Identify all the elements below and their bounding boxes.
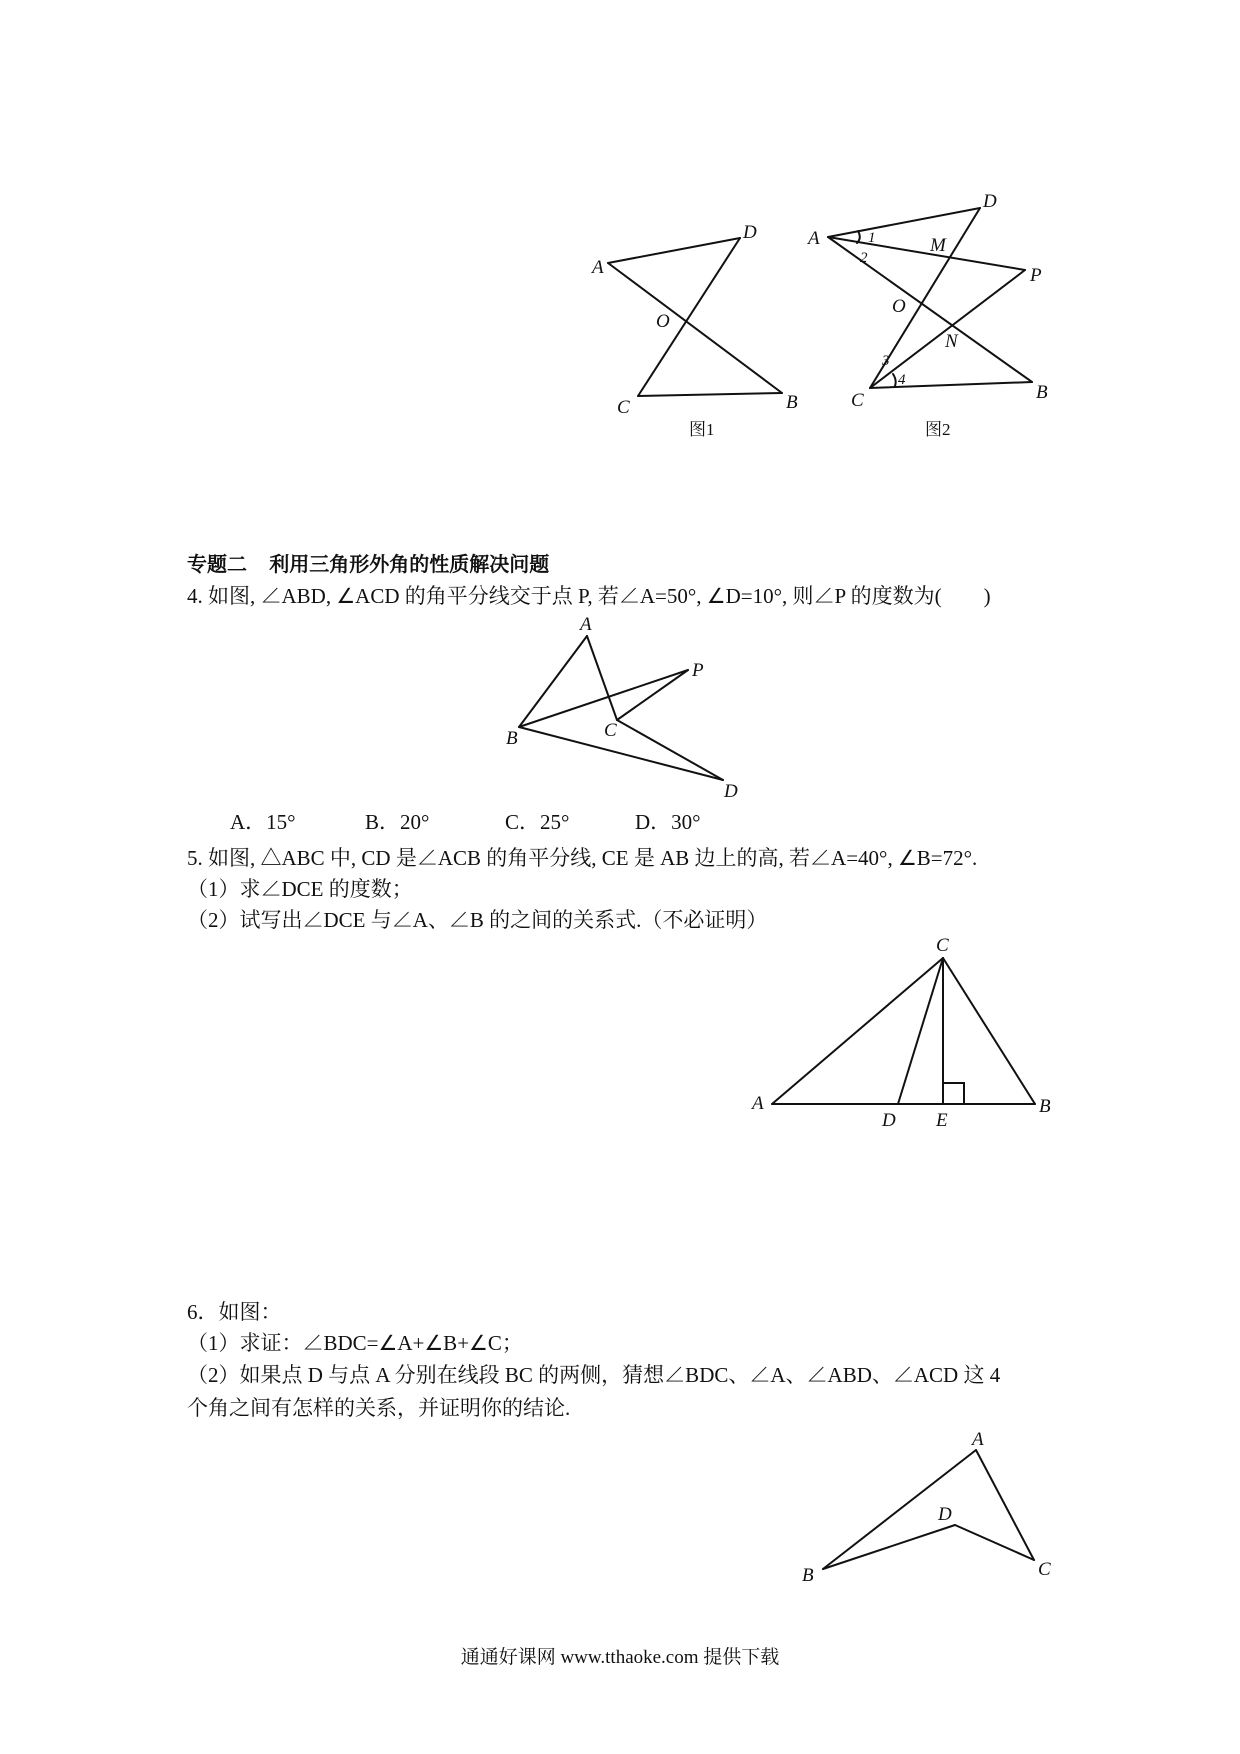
angle-1-label: 1 xyxy=(868,230,876,246)
point-O-label: O xyxy=(892,296,906,317)
option-c[interactable]: C．25° xyxy=(505,810,570,834)
question-5-part-1: （1）求∠DCE 的度数； xyxy=(187,877,413,901)
figure-1-caption: 图1 xyxy=(689,420,715,439)
point-B-label: B xyxy=(506,728,518,749)
question-5-text: 5. 如图, △ABC 中, CD 是∠ACB 的角平分线, CE 是 AB 边上的高, 若∠A=40°, ∠B=72°. xyxy=(187,846,978,870)
point-E-label: E xyxy=(936,1110,948,1131)
point-B-label: B xyxy=(802,1565,814,1586)
question-6-text: 6．如图： xyxy=(187,1300,282,1324)
point-D-label: D xyxy=(882,1110,896,1131)
point-P-label: P xyxy=(1030,265,1042,286)
option-a[interactable]: A．15° xyxy=(230,810,296,834)
segment-DC xyxy=(955,1525,1034,1560)
angle-3-label: 3 xyxy=(882,353,890,369)
angle-2-label: 2 xyxy=(860,250,868,266)
question-6-part-2b: 个角之间有怎样的关系，并证明你的结论. xyxy=(187,1396,571,1420)
point-P-label: P xyxy=(692,660,704,681)
point-O-label: O xyxy=(656,311,670,332)
point-M-label: M xyxy=(930,235,946,256)
point-D-label: D xyxy=(938,1504,952,1525)
option-d[interactable]: D．30° xyxy=(635,810,701,834)
point-D-label: D xyxy=(743,222,757,243)
point-D-label: D xyxy=(983,191,997,212)
point-C-label: C xyxy=(851,390,864,411)
point-C-label: C xyxy=(604,720,617,741)
segment-AC xyxy=(976,1450,1034,1560)
question-4-text: 4. 如图, ∠ABD, ∠ACD 的角平分线交于点 P, 若∠A=50°, ∠D=10°, 则∠P 的度数为( ) xyxy=(187,584,991,608)
figure-2-caption: 图2 xyxy=(925,420,951,439)
point-C-label: C xyxy=(1038,1559,1051,1580)
point-B-label: B xyxy=(786,392,798,413)
segment-BA xyxy=(823,1450,976,1569)
point-A-label: A xyxy=(592,257,604,278)
point-A-label: A xyxy=(808,228,820,249)
point-B-label: B xyxy=(1039,1096,1051,1117)
section-2-heading: 专题二 利用三角形外角的性质解决问题 xyxy=(187,554,550,576)
option-b[interactable]: B．20° xyxy=(365,810,430,834)
point-C-label: C xyxy=(617,397,630,418)
point-B-label: B xyxy=(1036,382,1048,403)
footer-text: 通通好课网 www.tthaoke.com 提供下载 xyxy=(460,1647,780,1668)
point-D-label: D xyxy=(724,781,738,802)
question-6-part-1: （1）求证：∠BDC=∠A+∠B+∠C； xyxy=(187,1331,523,1355)
question-5-part-2: （2）试写出∠DCE 与∠A、∠B 的之间的关系式.（不必证明） xyxy=(187,908,768,932)
angle-4-label: 4 xyxy=(898,372,906,388)
point-A-label: A xyxy=(580,614,592,635)
question-6-part-2a: （2）如果点 D 与点 A 分别在线段 BC 的两侧，猜想∠BDC、∠A、∠ABD、∠ACD 这 4 xyxy=(187,1363,1001,1387)
point-A-label: A xyxy=(752,1093,764,1114)
segment-BD xyxy=(823,1525,955,1569)
point-N-label: N xyxy=(945,331,958,352)
point-A-label: A xyxy=(972,1429,984,1450)
point-C-label: C xyxy=(936,935,949,956)
